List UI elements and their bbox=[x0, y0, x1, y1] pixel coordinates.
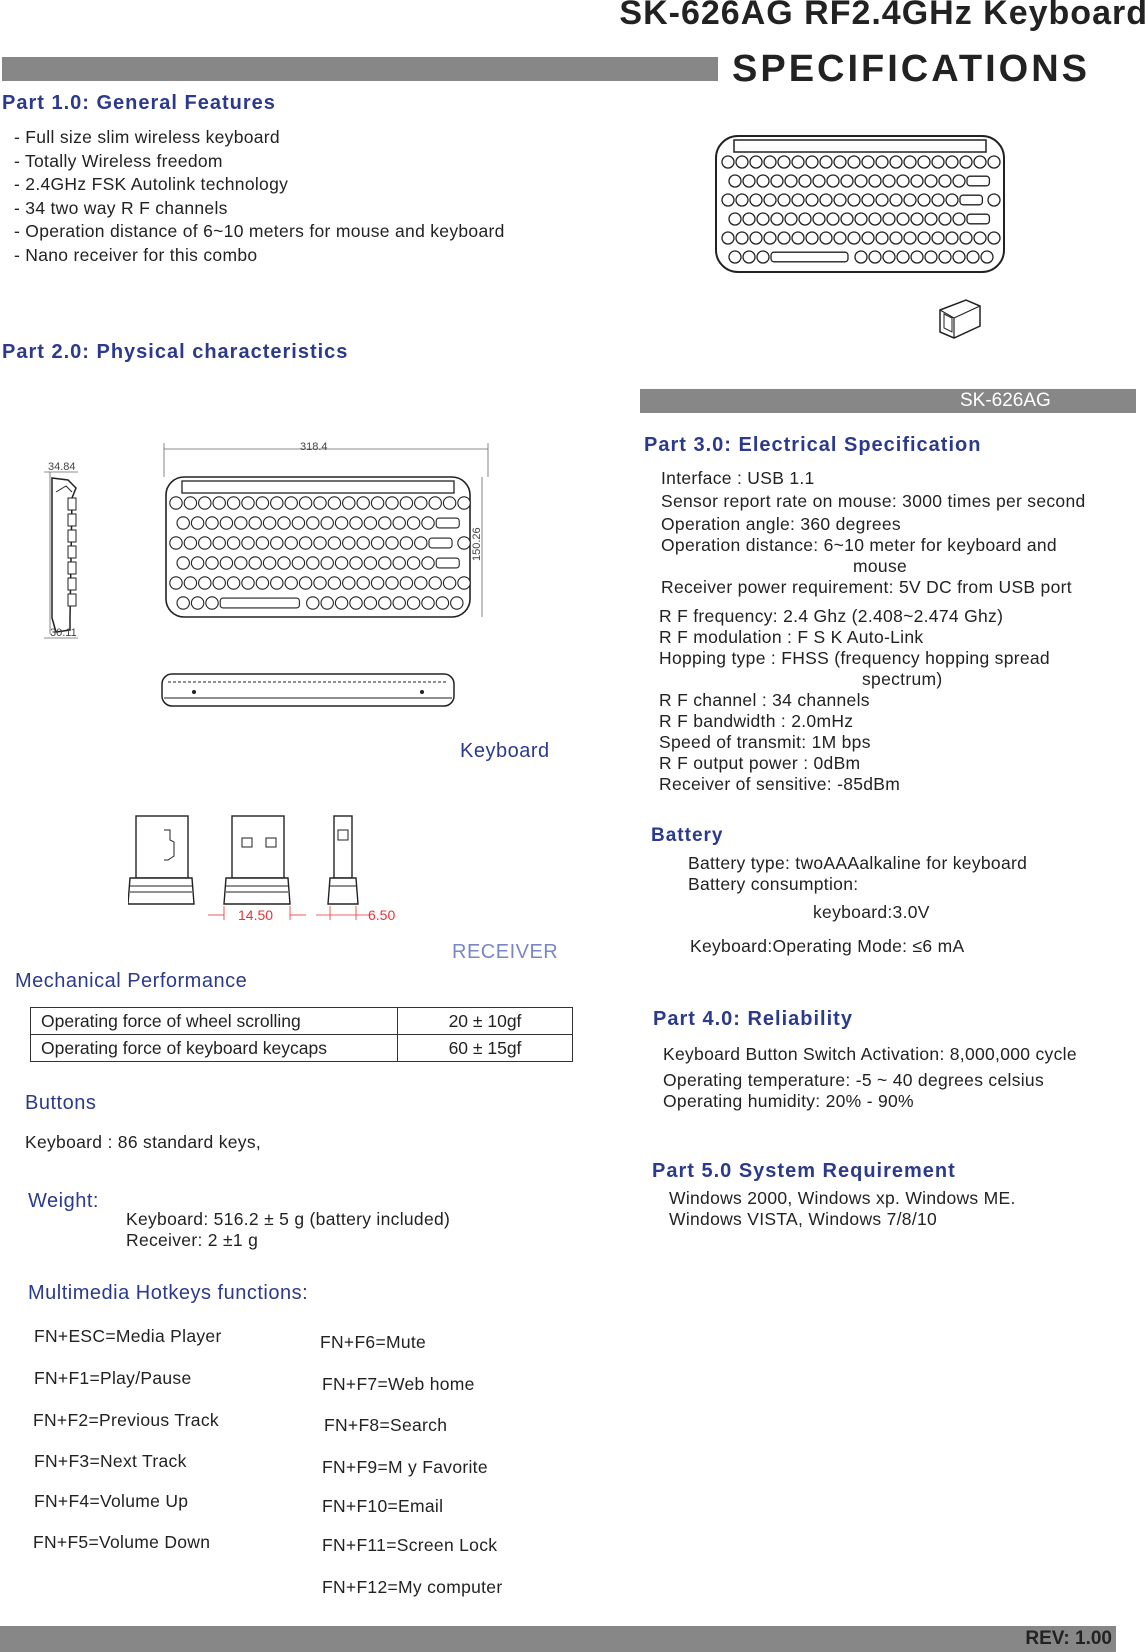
battery-voltage-text: keyboard:3.0V bbox=[813, 902, 930, 922]
humidity-text: Operating humidity: 20% - 90% bbox=[663, 1091, 914, 1111]
keyboard-label: Keyboard bbox=[460, 740, 550, 762]
feature-item: - 34 two way R F channels bbox=[14, 197, 228, 218]
temperature-text: Operating temperature: -5 ~ 40 degrees celsius bbox=[663, 1070, 1045, 1090]
rf-frequency-text: R F frequency: 2.4 Ghz (2.408~2.474 Ghz) bbox=[659, 606, 1004, 626]
keyboard-product-image bbox=[714, 134, 1008, 274]
hotkey-item: FN+F9=M y Favorite bbox=[322, 1457, 488, 1477]
hotkey-item: FN+F10=Email bbox=[322, 1496, 444, 1516]
battery-type-text: Battery type: twoAAAalkaline for keyboard bbox=[688, 853, 1028, 873]
weight-heading: Weight: bbox=[28, 1190, 99, 1212]
hotkey-item: FN+F4=Volume Up bbox=[34, 1491, 189, 1511]
hopping-text-cont: spectrum) bbox=[862, 669, 943, 689]
interface-text: Interface : USB 1.1 bbox=[661, 468, 815, 488]
receiver-drawing bbox=[128, 812, 418, 927]
keyboard-front-view-drawing bbox=[158, 437, 498, 627]
weight-receiver: Receiver: 2 ±1 g bbox=[126, 1230, 259, 1250]
model-bar bbox=[640, 389, 1136, 413]
feature-item: - Operation distance of 6~10 meters for mouse and keyboard bbox=[14, 221, 505, 241]
battery-mode-text: Keyboard:Operating Mode: ≤6 mA bbox=[690, 936, 965, 956]
document-title: SK-626AG RF2.4GHz Keyboard bbox=[619, 0, 1148, 32]
receiver-label: RECEIVER bbox=[452, 941, 559, 963]
distance-text-cont: mouse bbox=[853, 556, 908, 576]
weight-keyboard: Keyboard: 516.2 ± 5 g (battery included) bbox=[126, 1209, 451, 1229]
receiver-thickness-dimension: 6.50 bbox=[368, 907, 396, 923]
keyboard-rear-view-drawing bbox=[160, 670, 460, 710]
hopping-text: Hopping type : FHSS (frequency hopping spread bbox=[659, 648, 1050, 668]
receiver-product-image bbox=[936, 296, 984, 344]
mechanical-heading: Mechanical Performance bbox=[15, 970, 248, 992]
feature-item: - Full size slim wireless keyboard bbox=[14, 127, 280, 147]
table-cell-label: Operating force of keyboard keycaps bbox=[31, 1035, 398, 1062]
general-features-list bbox=[14, 126, 505, 267]
rf-bandwidth-text: R F bandwidth : 2.0mHz bbox=[659, 711, 854, 731]
part5-heading: Part 5.0 System Requirement bbox=[652, 1160, 956, 1182]
hotkey-item: FN+F2=Previous Track bbox=[33, 1410, 219, 1430]
feature-item: - Totally Wireless freedom bbox=[14, 150, 223, 171]
hotkey-item: FN+F5=Volume Down bbox=[33, 1532, 211, 1552]
width-dimension: 318.4 bbox=[300, 441, 328, 453]
battery-heading: Battery bbox=[651, 825, 724, 846]
angle-text: Operation angle: 360 degrees bbox=[661, 514, 901, 534]
hotkey-item: FN+F6=Mute bbox=[320, 1332, 427, 1352]
revision-label: REV: 1.00 bbox=[1025, 1628, 1112, 1649]
battery-consumption-text: Battery consumption: bbox=[688, 874, 859, 894]
report-rate-text: Sensor report rate on mouse: 3000 times per second bbox=[661, 491, 1086, 511]
sensitivity-text: Receiver of sensitive: -85dBm bbox=[659, 774, 901, 794]
rf-channel-text: R F channel : 34 channels bbox=[659, 690, 870, 710]
hotkey-item: FN+F8=Search bbox=[324, 1415, 448, 1435]
output-power-text: R F output power : 0dBm bbox=[659, 753, 861, 773]
hotkey-item: FN+F12=My computer bbox=[322, 1577, 503, 1597]
part3-heading: Part 3.0: Electrical Specification bbox=[644, 434, 982, 456]
rf-modulation-text: R F modulation : F S K Auto-Link bbox=[659, 627, 924, 647]
hotkey-item: FN+F1=Play/Pause bbox=[34, 1368, 192, 1388]
depth-dimension: 150.26 bbox=[471, 527, 483, 561]
footer-bar bbox=[0, 1626, 1116, 1652]
model-name: SK-626AG bbox=[960, 390, 1051, 411]
table-row bbox=[31, 1035, 573, 1062]
distance-text: Operation distance: 6~10 meter for keyboard and bbox=[661, 535, 1057, 555]
feature-item: - Nano receiver for this combo bbox=[14, 244, 258, 265]
side-dimension-top: 34.84 bbox=[48, 461, 76, 473]
table-cell-value: 20 ± 10gf bbox=[398, 1008, 573, 1035]
part4-heading: Part 4.0: Reliability bbox=[653, 1008, 853, 1030]
receiver-width-dimension: 14.50 bbox=[238, 907, 274, 923]
table-row bbox=[31, 1008, 573, 1035]
buttons-text: Keyboard : 86 standard keys, bbox=[25, 1132, 262, 1152]
keyboard-side-view-drawing bbox=[42, 458, 92, 643]
table-cell-value: 60 ± 15gf bbox=[398, 1035, 573, 1062]
header-bar bbox=[2, 57, 718, 81]
hotkey-item: FN+ESC=Media Player bbox=[34, 1326, 222, 1346]
table-cell-label: Operating force of wheel scrolling bbox=[31, 1008, 398, 1035]
feature-item: - 2.4GHz FSK Autolink technology bbox=[14, 174, 289, 194]
hotkey-item: FN+F3=Next Track bbox=[34, 1451, 187, 1471]
hotkey-item: FN+F7=Web home bbox=[322, 1374, 475, 1394]
part2-heading: Part 2.0: Physical characteristics bbox=[2, 341, 349, 363]
hotkey-item: FN+F11=Screen Lock bbox=[322, 1535, 498, 1555]
system-req-line1: Windows 2000, Windows xp. Windows ME. bbox=[669, 1188, 1016, 1208]
speed-text: Speed of transmit: 1M bps bbox=[659, 732, 871, 752]
mechanical-table bbox=[30, 1007, 573, 1062]
side-dimension-bottom: 30.11 bbox=[50, 627, 77, 639]
system-req-line2: Windows VISTA, Windows 7/8/10 bbox=[669, 1209, 938, 1229]
part1-heading: Part 1.0: General Features bbox=[2, 92, 276, 114]
activation-text: Keyboard Button Switch Activation: 8,000,000 cycle bbox=[663, 1044, 1077, 1064]
power-text: Receiver power requirement: 5V DC from USB port bbox=[661, 577, 1072, 597]
buttons-heading: Buttons bbox=[25, 1092, 97, 1114]
hotkeys-heading: Multimedia Hotkeys functions: bbox=[28, 1282, 309, 1304]
specifications-title: SPECIFICATIONS bbox=[732, 48, 1090, 90]
